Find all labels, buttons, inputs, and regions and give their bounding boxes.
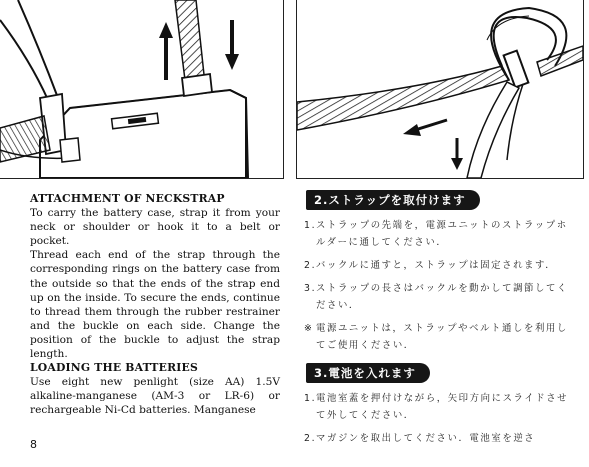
paragraph-battery-types: Use eight new penlight (size AA) 1.5V alkaline-manganese (AM-3 or LR-6) or rechargeable Ni-Cd batteries. Manganese	[30, 376, 280, 417]
jp-item-number: 1.	[304, 393, 317, 404]
jp-item-text: バックルに通すと，ストラップは固定されます．	[316, 260, 557, 271]
illustration-strap-buckle	[296, 0, 584, 179]
illustration-strap-attachment	[0, 0, 284, 179]
battery-case-drawing	[0, 0, 283, 178]
paragraph-carry-case: To carry the battery case, strap it from your neck or shoulder or hook it to a belt or pocket.	[30, 207, 280, 248]
jp-note-mark: ※	[304, 323, 314, 334]
english-column	[30, 192, 280, 418]
jp-item-text: ストラップの長さはバックルを動かして調節してください．	[316, 283, 568, 311]
jp-item-number: 2.	[304, 433, 317, 444]
page-number: 8	[30, 438, 37, 451]
jp-heading-strap: 2.ストラップを取付けます	[306, 190, 480, 210]
strap-buckle-drawing	[297, 0, 583, 178]
jp-item-text: 電池室蓋を押付けながら，矢印方向にスライドさせて外してください．	[316, 393, 569, 421]
jp-list-item	[304, 280, 576, 314]
heading-attachment-neckstrap: ATTACHMENT OF NECKSTRAP	[30, 192, 225, 205]
jp-heading-batteries: 3.電池を入れます	[306, 363, 430, 383]
jp-list-item	[304, 430, 576, 447]
jp-item-number: 1.	[304, 220, 317, 231]
jp-note-item	[304, 320, 576, 354]
jp-list-item	[304, 390, 576, 424]
jp-list-item	[304, 217, 576, 251]
paragraph-thread-strap: Thread each end of the strap through the corresponding rings on the battery case from the outside so that the ends of the strap end up on the inside. To secure the ends, continue to thread them through the rubber restrainer and the buckle on each side. Change the position of the buckle to adjust the strap length.	[30, 249, 280, 361]
jp-item-number: 3.	[304, 283, 317, 294]
japanese-column	[304, 190, 576, 453]
jp-item-text: マガジンを取出してください．電池室を逆さ	[316, 433, 536, 444]
jp-item-number: 2.	[304, 260, 317, 271]
jp-list-item	[304, 257, 576, 274]
jp-item-text: ストラップの先端を，電源ユニットのストラップホルダーに通してください．	[316, 220, 568, 248]
jp-note-text: 電源ユニットは，ストラップやベルト通しを利用してご使用ください．	[316, 323, 568, 351]
heading-loading-batteries: LOADING THE BATTERIES	[30, 361, 198, 375]
